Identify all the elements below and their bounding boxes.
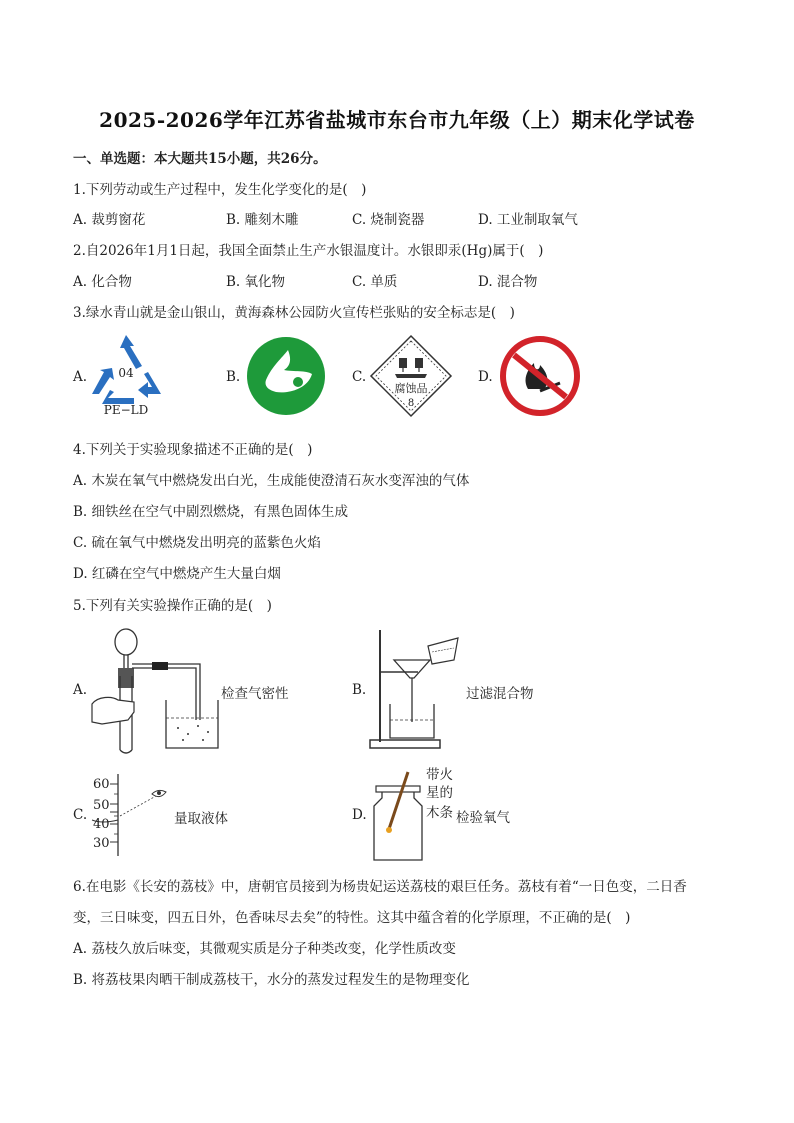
q5-label-a: 检查气密性 [221, 686, 289, 702]
q1-option-b: B. 雕刻木雕 [226, 212, 299, 228]
recycle-symbol-icon [86, 332, 166, 416]
corrosive-label: 腐蚀品 [394, 382, 428, 395]
question-2-stem: 2.自2026年1月1日起，我国全面禁止生产水银温度计。水银即汞(Hg)属于( ) [73, 243, 544, 259]
q1-option-a: A. 裁剪窗花 [73, 212, 146, 228]
q6-option-b: B. 将荔枝果肉晒干制成荔枝干，水分的蒸发过程发生的是物理变化 [73, 972, 470, 988]
question-3-stem: 3.绿水青山就是金山银山，黄海森林公园防火宣传栏张贴的安全标志是( ) [73, 305, 515, 321]
water-saving-icon [246, 336, 326, 416]
question-5-stem: 5.下列有关实验操作正确的是( ) [73, 598, 272, 614]
q5-option-c: C. [73, 807, 88, 823]
cylinder-tick-40: 40 [93, 817, 110, 832]
q2-option-c: C. 单质 [352, 274, 398, 290]
no-fire-sign-icon [498, 335, 582, 417]
q1-option-d: D. 工业制取氧气 [478, 212, 578, 228]
q3-option-a: A. [73, 369, 88, 385]
question-4-stem: 4.下列关于实验现象描述不正确的是( ) [73, 442, 313, 458]
cylinder-tick-30: 30 [93, 836, 110, 851]
recycle-code: PE−LD [103, 403, 149, 417]
q2-option-a: A. 化合物 [73, 274, 132, 290]
q5-label-d: 检验氧气 [456, 810, 510, 826]
q2-option-d: D. 混合物 [478, 274, 538, 290]
filtration-apparatus-icon [368, 626, 468, 752]
q1-option-c: C. 烧制瓷器 [352, 212, 425, 228]
oxygen-test-apparatus-icon [368, 768, 428, 864]
question-6-stem-line1: 6.在电影《长安的荔枝》中，唐朝官员接到为杨贵妃运送荔枝的艰巨任务。荔枝有着“一日色变，二日香 [73, 879, 687, 895]
question-1-stem: 1.下列劳动或生产过程中，发生化学变化的是( ) [73, 182, 367, 198]
question-6-stem-line2: 变，三日味变，四五日外，色香味尽去矣”的特性。这其中蕴含着的化学原理，不正确的是( ) [73, 910, 631, 926]
splint-label-1: 带火 [426, 767, 453, 783]
q4-option-a: A. 木炭在氧气中燃烧发出白光，生成能使澄清石灰水变浑浊的气体 [73, 473, 470, 489]
q4-option-c: C. 硫在氧气中燃烧发出明亮的蓝紫色火焰 [73, 535, 321, 551]
exam-title: 2025-2026学年江苏省盐城市东台市九年级（上）期末化学试卷 [99, 108, 695, 132]
airtightness-apparatus-icon [88, 624, 228, 754]
q4-option-b: B. 细铁丝在空气中剧烈燃烧，有黑色固体生成 [73, 504, 349, 520]
q5-option-a: A. [73, 682, 88, 698]
q3-option-d: D. [478, 369, 493, 385]
splint-label-3: 木条 [426, 805, 453, 821]
recycle-number: 04 [118, 366, 134, 380]
section-heading: 一、单选题：本大题共15小题，共26分。 [73, 151, 327, 167]
cylinder-tick-50: 50 [93, 798, 110, 813]
q5-option-d: D. [352, 807, 367, 823]
q5-label-b: 过滤混合物 [466, 686, 534, 702]
corrosive-sign-icon [369, 334, 453, 418]
q5-option-b: B. [352, 682, 367, 698]
q2-option-b: B. 氧化物 [226, 274, 286, 290]
q5-label-c: 量取液体 [174, 811, 228, 827]
q6-option-a: A. 荔枝久放后味变，其微观实质是分子种类改变，化学性质改变 [73, 941, 456, 957]
q3-option-c: C. [352, 369, 367, 385]
cylinder-tick-60: 60 [93, 777, 110, 792]
q4-option-d: D. 红磷在空气中燃烧产生大量白烟 [73, 566, 281, 582]
q3-option-b: B. [226, 369, 241, 385]
corrosive-class: 8 [407, 398, 415, 409]
splint-label-2: 星的 [426, 785, 453, 801]
